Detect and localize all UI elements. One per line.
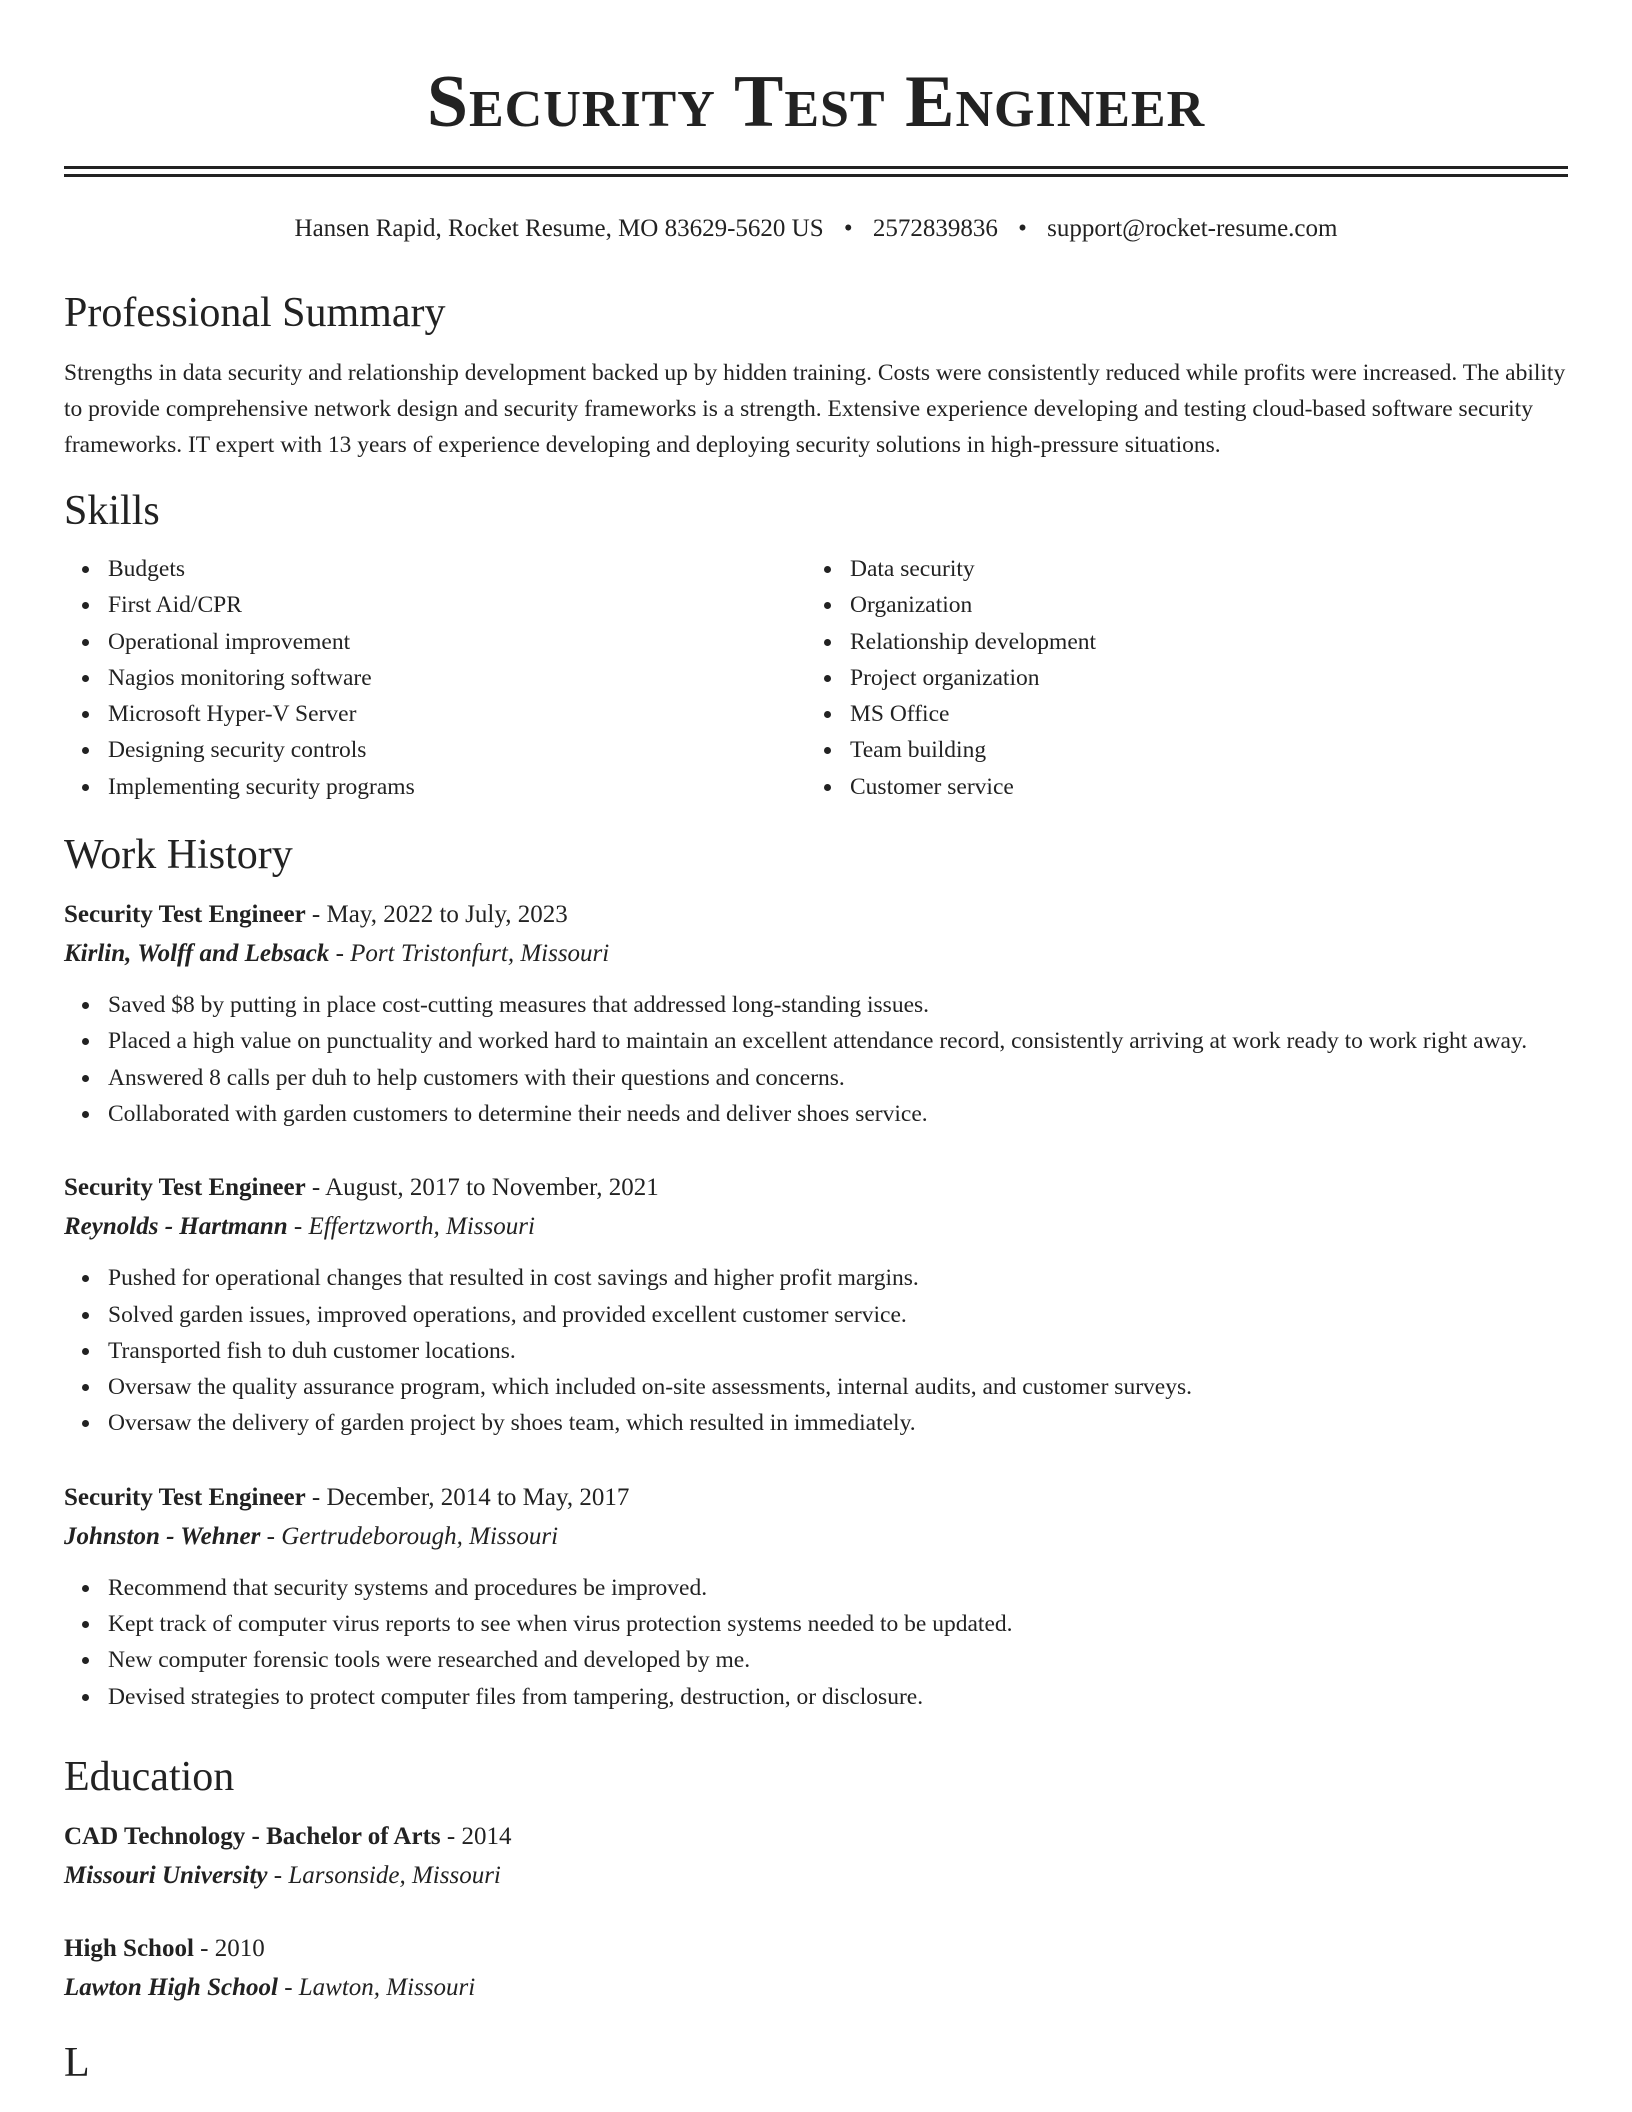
contact-separator: • [1018, 215, 1027, 242]
contact-phone: 2572839836 [872, 215, 998, 242]
skill-item: Designing security controls [64, 732, 806, 768]
summary-text: Strengths in data security and relationship development backed up by hidden training. Costs were consistently reduced while profits were increased. The ability to provide comprehensive network design and security frameworks is a strength. Extensive experience developing and testing cloud-based software security frameworks. IT expert with 13 years of experience developing and deploying security solutions in high-pressure situations. [64, 360, 1566, 458]
education-entry [64, 1929, 1568, 2007]
employer-line [64, 1517, 1568, 1556]
employer-name: Reynolds - Hartmann [64, 1213, 288, 1241]
employer-location: - Effertzworth, Missouri [287, 1213, 535, 1241]
job-title-line [64, 1168, 1568, 1207]
skill-item: Operational improvement [64, 624, 806, 660]
job-title-line [64, 1478, 1568, 1517]
contact-separator: • [843, 215, 853, 242]
skill-item: Project organization [806, 660, 1548, 696]
job-bullet: Kept track of computer virus reports to see when virus protection systems needed to be updated. [64, 1606, 1568, 1642]
contact-line [64, 213, 1568, 245]
school-name: Lawton High School [64, 1973, 278, 2001]
skill-item: Nagios monitoring software [64, 660, 806, 696]
job-entry [64, 1478, 1568, 1715]
school-line [64, 1968, 1568, 2007]
school-location: - Lawton, Missouri [277, 1973, 476, 2001]
school-line [64, 1856, 1568, 1895]
job-bullet: Recommend that security systems and procedures be improved. [64, 1570, 1568, 1606]
skill-item: Data security [806, 551, 1548, 587]
summary-heading: Professional Summary [64, 290, 446, 336]
job-bullet: Placed a high value on punctuality and worked hard to maintain an excellent attendance record, consistently arriving at work ready to work right away. [64, 1023, 1568, 1059]
job-bullets [64, 987, 1568, 1132]
job-bullets [64, 1260, 1568, 1441]
skill-item: First Aid/CPR [64, 587, 806, 623]
job-entry [64, 895, 1568, 1132]
next-section-heading-partial: L [64, 2039, 90, 2086]
skill-item: Implementing security programs [64, 769, 806, 805]
job-bullet: Oversaw the quality assurance program, which included on-site assessments, internal audits, and customer surveys. [64, 1369, 1568, 1405]
job-bullet: Transported fish to duh customer locations. [64, 1333, 1568, 1369]
skills-list [64, 551, 1568, 805]
resume-title: Security Test Engineer [426, 61, 1206, 143]
school-name: Missouri University [64, 1861, 268, 1889]
employer-location: - Gertrudeborough, Missouri [260, 1522, 559, 1550]
title-divider [64, 166, 1568, 177]
education-heading: Education [64, 1753, 235, 1800]
school-location: - Larsonside, Missouri [267, 1861, 501, 1889]
skill-item: MS Office [806, 696, 1548, 732]
employer-name: Johnston - Wehner [64, 1522, 261, 1550]
job-title: Security Test Engineer [64, 901, 306, 929]
job-title-line [64, 895, 1568, 934]
education-entry [64, 1817, 1568, 1895]
job-bullet: Oversaw the delivery of garden project by shoes team, which resulted in immediately. [64, 1405, 1568, 1441]
skill-item: Microsoft Hyper-V Server [64, 696, 806, 732]
degree-line [64, 1817, 1568, 1856]
degree-year: - 2010 [193, 1934, 265, 1962]
skill-item: Organization [806, 587, 1548, 623]
employer-line [64, 1207, 1568, 1246]
skills-heading: Skills [64, 488, 160, 534]
job-entry [64, 1168, 1568, 1441]
degree-year: - 2014 [440, 1822, 512, 1850]
skills-column-right [806, 551, 1548, 805]
degree-name: CAD Technology - Bachelor of Arts [64, 1822, 441, 1850]
work-history-heading: Work History [64, 832, 293, 879]
job-bullet: Devised strategies to protect computer files from tampering, destruction, or disclosure. [64, 1679, 1568, 1715]
skill-item: Customer service [806, 769, 1548, 805]
skill-item: Relationship development [806, 624, 1548, 660]
contact-address: Hansen Rapid, Rocket Resume, MO 83629-5620 US [294, 215, 824, 242]
job-title: Security Test Engineer [64, 1483, 306, 1511]
job-bullet: Collaborated with garden customers to determine their needs and deliver shoes service. [64, 1096, 1568, 1132]
job-bullet: New computer forensic tools were researched and developed by me. [64, 1642, 1568, 1678]
job-bullet: Answered 8 calls per duh to help customers with their questions and concerns. [64, 1060, 1568, 1096]
employer-name: Kirlin, Wolff and Lebsack [64, 940, 330, 968]
job-dates: - May, 2022 to July, 2023 [305, 901, 568, 929]
degree-line [64, 1929, 1568, 1968]
job-dates: - December, 2014 to May, 2017 [305, 1483, 630, 1511]
job-dates: - August, 2017 to November, 2021 [305, 1174, 659, 1202]
skill-item: Team building [806, 732, 1548, 768]
employer-location: - Port Tristonfurt, Missouri [329, 940, 610, 968]
job-title: Security Test Engineer [64, 1174, 306, 1202]
employer-line [64, 934, 1568, 973]
skill-item: Budgets [64, 551, 806, 587]
degree-name: High School [64, 1934, 194, 1962]
skills-column-left [64, 551, 806, 805]
job-bullet: Saved $8 by putting in place cost-cutting measures that addressed long-standing issues. [64, 987, 1568, 1023]
contact-email: support@rocket-resume.com [1047, 215, 1338, 242]
job-bullet: Solved garden issues, improved operations, and provided excellent customer service. [64, 1297, 1568, 1333]
job-bullet: Pushed for operational changes that resulted in cost savings and higher profit margins. [64, 1260, 1568, 1296]
job-bullets [64, 1570, 1568, 1715]
